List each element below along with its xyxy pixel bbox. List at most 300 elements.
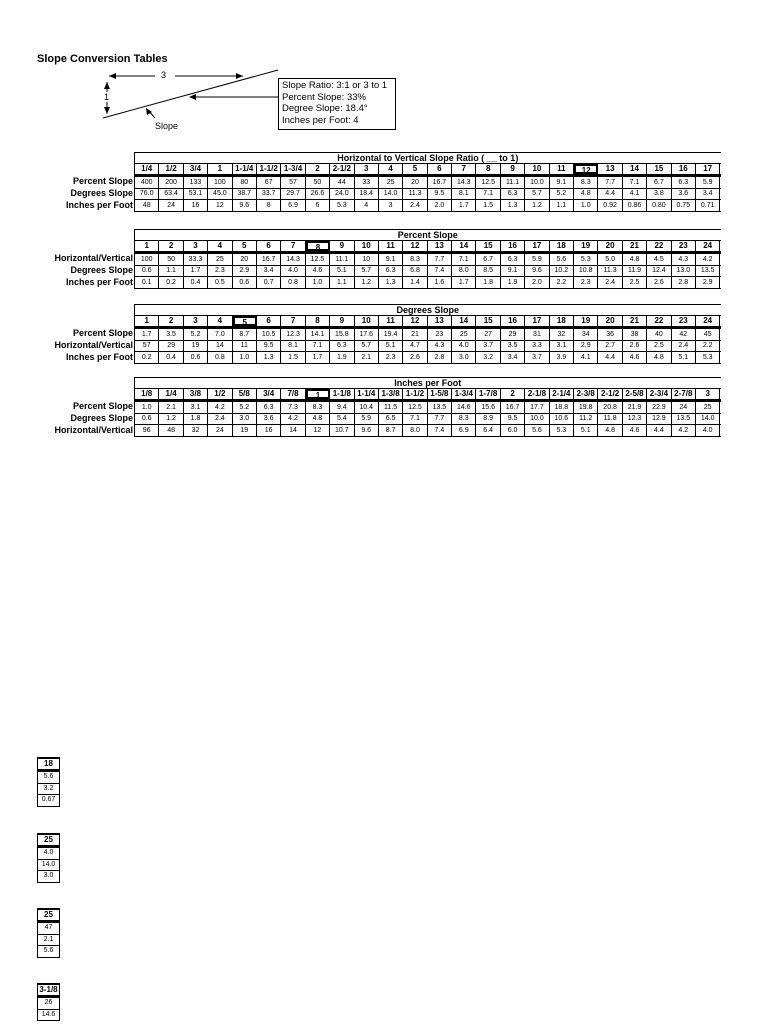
column-header: 10 — [355, 241, 379, 251]
table-cell: 2.6 — [623, 340, 647, 351]
column-header: 4 — [379, 164, 403, 174]
callout-line: Inches per Foot: 4 — [282, 114, 359, 126]
column-header: 1-5/8 — [428, 389, 452, 399]
column-header: 1 — [135, 241, 159, 251]
column-header: 1-1/4 — [233, 164, 257, 174]
table-cell: 2.0 — [525, 277, 549, 288]
column-header: 21 — [623, 241, 647, 251]
column-header: 11 — [379, 316, 403, 326]
table-cell: 12.5 — [306, 254, 330, 265]
mini-table-cell: 26 — [38, 997, 59, 1009]
mini-table — [37, 908, 60, 958]
table-cell: 4.1 — [574, 352, 598, 363]
row-label: Horizontal/Vertical — [54, 425, 133, 435]
column-header: 19 — [574, 316, 598, 326]
column-header: 15 — [476, 316, 500, 326]
table-cell: 14.1 — [306, 329, 330, 340]
table-cell: 4.6 — [306, 265, 330, 276]
table-cell: 6.3 — [257, 402, 281, 413]
column-header: 1-3/4 — [452, 389, 476, 399]
table-cell: 7.1 — [476, 188, 500, 199]
table-cell: 63.4 — [159, 188, 183, 199]
table-row — [134, 413, 721, 425]
column-header: 18 — [550, 241, 574, 251]
table-cell: 0.1 — [135, 277, 159, 288]
mini-table-header: 3-1/8 — [38, 985, 59, 997]
table-row — [134, 188, 721, 200]
column-header: 18 — [550, 316, 574, 326]
table-cell: 25 — [379, 177, 403, 188]
table-cell: 6.3 — [672, 177, 696, 188]
column-header: 4 — [208, 316, 232, 326]
table-cell: 4.0 — [281, 265, 305, 276]
table-cell: 1.7 — [452, 200, 476, 211]
table-cell: 7.1 — [306, 340, 330, 351]
table-cell: 1.0 — [574, 200, 598, 211]
table-cell: 34 — [574, 329, 598, 340]
table-cell: 6.7 — [476, 254, 500, 265]
table-cell: 4.3 — [672, 254, 696, 265]
table-cell: 0.4 — [159, 352, 183, 363]
table-cell: 4.6 — [623, 352, 647, 363]
table-cell: 5.1 — [574, 425, 598, 436]
table-cell: 11 — [233, 340, 257, 351]
table-cell: 7.7 — [428, 254, 452, 265]
row-label: Percent Slope — [72, 328, 133, 338]
table-cell: 2.3 — [379, 352, 403, 363]
table-cell: 0.4 — [184, 277, 208, 288]
table-cell: 2.4 — [403, 200, 427, 211]
column-header: 2-7/8 — [672, 389, 696, 399]
column-header: 21 — [623, 316, 647, 326]
table-header: Degrees Slope — [134, 304, 721, 315]
table-cell: 4.8 — [306, 413, 330, 424]
row-label: Degrees Slope — [70, 265, 133, 275]
column-header: 2-1/4 — [550, 389, 574, 399]
table-cell: 12.9 — [647, 413, 671, 424]
table-cell: 1.3 — [379, 277, 403, 288]
table-cell: 0.71 — [696, 200, 720, 211]
column-header: 23 — [672, 316, 696, 326]
table-cell: 2.6 — [647, 277, 671, 288]
table-cell: 5.3 — [696, 352, 720, 363]
column-header: 14 — [623, 164, 647, 174]
table-cell: 4.2 — [281, 413, 305, 424]
column-header: 1-1/2 — [403, 389, 427, 399]
table-cell: 1.5 — [281, 352, 305, 363]
table-cell: 23 — [428, 329, 452, 340]
mini-table-header: 25 — [38, 910, 59, 922]
table-cell: 8.1 — [452, 188, 476, 199]
column-header: 13 — [428, 241, 452, 251]
table-cell: 6.5 — [379, 413, 403, 424]
table-cell: 3.0 — [233, 413, 257, 424]
column-header: 1-3/8 — [379, 389, 403, 399]
column-header: 8 — [476, 164, 500, 174]
column-header: 1/4 — [159, 389, 183, 399]
table-cell: 1.2 — [525, 200, 549, 211]
table-column-headers — [134, 240, 721, 253]
table-cell: 2.4 — [672, 340, 696, 351]
table-cell: 8.0 — [452, 265, 476, 276]
table-cell: 1.0 — [233, 352, 257, 363]
column-header: 1-3/4 — [281, 164, 305, 174]
column-header: 3 — [184, 316, 208, 326]
column-header: 23 — [672, 241, 696, 251]
table-cell: 12.3 — [623, 413, 647, 424]
table-cell: 14 — [281, 425, 305, 436]
column-header: 9 — [501, 164, 525, 174]
table-cell: 3.7 — [525, 352, 549, 363]
table-cell: 1.8 — [476, 277, 500, 288]
column-header: 1-1/4 — [355, 389, 379, 399]
table-cell: 16 — [184, 200, 208, 211]
table-cell: 21 — [403, 329, 427, 340]
table-cell: 1.2 — [159, 413, 183, 424]
table-row — [134, 425, 721, 437]
column-header: 10 — [525, 164, 549, 174]
table-cell: 1.1 — [550, 200, 574, 211]
table-cell: 9.4 — [330, 402, 354, 413]
table-cell: 16.7 — [428, 177, 452, 188]
table-cell: 2.8 — [428, 352, 452, 363]
table-cell: 42 — [672, 329, 696, 340]
table-cell: 7.1 — [623, 177, 647, 188]
table-cell: 17.7 — [525, 402, 549, 413]
column-header: 5/8 — [233, 389, 257, 399]
table-cell: 2.4 — [208, 413, 232, 424]
table-cell: 2.7 — [598, 340, 622, 351]
table-cell: 4.4 — [598, 188, 622, 199]
table-cell: 50 — [159, 254, 183, 265]
table-cell: 13.5 — [696, 265, 720, 276]
row-label: Inches per Foot — [65, 277, 133, 287]
table-cell: 48 — [135, 200, 159, 211]
table-cell: 50 — [306, 177, 330, 188]
mini-table-cell: 0.67 — [38, 794, 59, 806]
table-cell: 6.4 — [476, 425, 500, 436]
table-cell: 13.5 — [672, 413, 696, 424]
table-cell: 7.3 — [281, 402, 305, 413]
table-cell: 16.7 — [501, 402, 525, 413]
table-cell: 5.1 — [330, 265, 354, 276]
table-cell: 5.1 — [379, 340, 403, 351]
column-header: 2-1/2 — [598, 389, 622, 399]
table-cell: 2.6 — [403, 352, 427, 363]
table-cell: 2.9 — [696, 277, 720, 288]
table-header: Horizontal to Vertical Slope Ratio ( __ to 1) — [134, 152, 721, 163]
table-cell: 9.5 — [428, 188, 452, 199]
slope-callout — [278, 78, 396, 130]
table-cell: 38.7 — [233, 188, 257, 199]
table-cell: 2.1 — [355, 352, 379, 363]
mini-table — [37, 833, 60, 883]
table-cell: 6.3 — [379, 265, 403, 276]
table-cell: 10.6 — [550, 413, 574, 424]
table-cell: 100 — [208, 177, 232, 188]
table-cell: 1.4 — [403, 277, 427, 288]
table-cell: 100 — [135, 254, 159, 265]
row-label: Percent Slope — [72, 401, 133, 411]
table-cell: 0.92 — [598, 200, 622, 211]
table-cell: 8.3 — [403, 254, 427, 265]
table-cell: 6.3 — [501, 188, 525, 199]
table-cell: 0.8 — [208, 352, 232, 363]
table-cell: 96 — [135, 425, 159, 436]
table-cell: 6.0 — [501, 425, 525, 436]
column-header: 7 — [452, 164, 476, 174]
table-cell: 5.6 — [550, 254, 574, 265]
table-cell: 9.6 — [355, 425, 379, 436]
column-header: 1/2 — [208, 389, 232, 399]
table-cell: 4.4 — [647, 425, 671, 436]
table-cell: 1.2 — [355, 277, 379, 288]
column-header: 2-1/8 — [525, 389, 549, 399]
table-cell: 17.6 — [355, 329, 379, 340]
table-cell: 5.9 — [696, 177, 720, 188]
table-cell: 400 — [135, 177, 159, 188]
table-cell: 24 — [159, 200, 183, 211]
table-cell: 2.2 — [696, 340, 720, 351]
table-cell: 21.9 — [623, 402, 647, 413]
column-header: 1/8 — [135, 389, 159, 399]
table-cell: 9.5 — [257, 340, 281, 351]
table-cell: 18.4 — [355, 188, 379, 199]
table-cell: 36 — [598, 329, 622, 340]
table-cell: 3.9 — [550, 352, 574, 363]
table-cell: 3.7 — [476, 340, 500, 351]
column-header: 2-3/8 — [574, 389, 598, 399]
table-cell: 12.4 — [647, 265, 671, 276]
table-cell: 67 — [257, 177, 281, 188]
table-cell: 33.3 — [184, 254, 208, 265]
table-cell: 2.9 — [574, 340, 598, 351]
column-header: 1/2 — [159, 164, 183, 174]
table-cell: 4.1 — [623, 188, 647, 199]
table-cell: 4.2 — [696, 254, 720, 265]
table-cell: 14.0 — [379, 188, 403, 199]
table-cell: 8.3 — [452, 413, 476, 424]
table-cell: 3.6 — [672, 188, 696, 199]
table-cell: 4.0 — [452, 340, 476, 351]
table-cell: 8.7 — [233, 329, 257, 340]
table-cell: 14 — [208, 340, 232, 351]
table-cell: 9.1 — [550, 177, 574, 188]
column-header: 3/8 — [184, 389, 208, 399]
callout-line: Degree Slope: 18.4° — [282, 103, 368, 115]
table-cell: 20.8 — [598, 402, 622, 413]
table-cell: 9.1 — [379, 254, 403, 265]
table-cell: 1.5 — [476, 200, 500, 211]
row-label: Degrees Slope — [70, 413, 133, 423]
column-header: 13 — [598, 164, 622, 174]
column-header: 14 — [452, 241, 476, 251]
table-cell: 1.0 — [135, 402, 159, 413]
table-cell: 48 — [159, 425, 183, 436]
table-cell: 80 — [233, 177, 257, 188]
table-cell: 5.0 — [598, 254, 622, 265]
table-cell: 2.3 — [208, 265, 232, 276]
table-cell: 0.8 — [281, 277, 305, 288]
column-header: 24 — [696, 316, 720, 326]
mini-table-cell: 4.0 — [38, 847, 59, 859]
table-cell: 6 — [306, 200, 330, 211]
column-header: 2-5/8 — [623, 389, 647, 399]
table-cell: 5.7 — [525, 188, 549, 199]
table-cell: 2.5 — [647, 340, 671, 351]
mini-table-cell: 3.2 — [38, 783, 59, 795]
callout-line: Slope Ratio: 3:1 or 3 to 1 — [282, 80, 388, 91]
column-header: 3/4 — [184, 164, 208, 174]
table-cell: 57 — [135, 340, 159, 351]
table-cell: 31 — [525, 329, 549, 340]
table-cell: 13.5 — [428, 402, 452, 413]
table-cell: 24 — [672, 402, 696, 413]
table-cell: 12.5 — [476, 177, 500, 188]
table-cell: 53.1 — [184, 188, 208, 199]
table-row — [134, 265, 721, 277]
column-header: 2 — [306, 164, 330, 174]
table-cell: 14.3 — [452, 177, 476, 188]
table-cell: 29 — [159, 340, 183, 351]
column-header: 15 — [476, 241, 500, 251]
table-cell: 3.1 — [550, 340, 574, 351]
column-header: 11 — [379, 241, 403, 251]
table-cell: 4.8 — [574, 188, 598, 199]
table-cell: 7.1 — [452, 254, 476, 265]
table-cell: 11.2 — [574, 413, 598, 424]
table-cell: 2.0 — [428, 200, 452, 211]
table-column-headers — [134, 163, 721, 176]
table-row — [134, 352, 721, 364]
table-cell: 8.5 — [476, 265, 500, 276]
column-header: 3 — [355, 164, 379, 174]
column-header: 7 — [281, 241, 305, 251]
table-cell: 9.6 — [525, 265, 549, 276]
table-cell: 24 — [208, 425, 232, 436]
table-cell: 0.86 — [623, 200, 647, 211]
table-cell: 3 — [379, 200, 403, 211]
column-header: 2-3/4 — [647, 389, 671, 399]
table-cell: 1.8 — [184, 413, 208, 424]
mini-table — [37, 757, 60, 807]
column-header: 3 — [696, 389, 720, 399]
table-cell: 8.3 — [306, 402, 330, 413]
table-row — [134, 200, 721, 212]
table-cell: 2.5 — [623, 277, 647, 288]
column-header: 17 — [525, 241, 549, 251]
table-cell: 7.4 — [428, 265, 452, 276]
table-cell: 0.75 — [672, 200, 696, 211]
table-cell: 12 — [306, 425, 330, 436]
table-cell: 11.3 — [403, 188, 427, 199]
mini-table-cell: 5.6 — [38, 771, 59, 783]
table-cell: 7.7 — [428, 413, 452, 424]
column-header: 9 — [330, 316, 354, 326]
table-cell: 0.2 — [135, 352, 159, 363]
table-cell: 0.5 — [208, 277, 232, 288]
column-header: 11 — [550, 164, 574, 174]
table-cell: 11.8 — [598, 413, 622, 424]
table-cell: 44 — [330, 177, 354, 188]
column-header: 7 — [281, 316, 305, 326]
table-cell: 9.6 — [233, 200, 257, 211]
table-cell: 5.7 — [355, 265, 379, 276]
table-cell: 7.0 — [208, 329, 232, 340]
table-cell: 6.3 — [501, 254, 525, 265]
table-cell: 1.7 — [452, 277, 476, 288]
table-cell: 5.9 — [355, 413, 379, 424]
table-cell: 3.5 — [159, 329, 183, 340]
table-cell: 3.4 — [696, 188, 720, 199]
table-cell: 3.8 — [647, 188, 671, 199]
table-cell: 2.2 — [550, 277, 574, 288]
column-header: 6 — [428, 164, 452, 174]
column-header: 14 — [452, 316, 476, 326]
row-label: Inches per Foot — [65, 352, 133, 362]
mini-table-header: 18 — [38, 759, 59, 771]
column-header: 15 — [647, 164, 671, 174]
column-header: 8 — [306, 241, 330, 251]
table-cell: 7.1 — [403, 413, 427, 424]
table-cell: 57 — [281, 177, 305, 188]
column-header: 16 — [672, 164, 696, 174]
column-header: 1-1/2 — [257, 164, 281, 174]
table-cell: 3.1 — [184, 402, 208, 413]
table-cell: 25 — [696, 402, 720, 413]
table-cell: 4.5 — [647, 254, 671, 265]
table-cell: 76.0 — [135, 188, 159, 199]
table-cell: 1.7 — [306, 352, 330, 363]
table-cell: 20 — [233, 254, 257, 265]
table-cell: 4.7 — [403, 340, 427, 351]
column-header: 8 — [306, 316, 330, 326]
table-cell: 4 — [355, 200, 379, 211]
column-header: 1 — [208, 164, 232, 174]
table-cell: 33.7 — [257, 188, 281, 199]
table-cell: 5.3 — [330, 200, 354, 211]
column-header: 22 — [647, 316, 671, 326]
table-cell: 14.6 — [452, 402, 476, 413]
table-cell: 3.5 — [501, 340, 525, 351]
table-cell: 14.3 — [281, 254, 305, 265]
column-header: 1 — [135, 316, 159, 326]
table-cell: 6.8 — [403, 265, 427, 276]
table-cell: 19 — [184, 340, 208, 351]
table-cell: 20 — [403, 177, 427, 188]
table-cell: 10.0 — [525, 177, 549, 188]
row-label: Percent Slope — [72, 176, 133, 186]
table-cell: 15.6 — [476, 402, 500, 413]
table-cell: 11.3 — [598, 265, 622, 276]
table-header: Inches per Foot — [134, 377, 721, 388]
table-cell: 22.9 — [647, 402, 671, 413]
column-header: 13 — [428, 316, 452, 326]
table-cell: 27 — [476, 329, 500, 340]
table-cell: 45.0 — [208, 188, 232, 199]
table-cell: 6.3 — [330, 340, 354, 351]
table-cell: 8.1 — [281, 340, 305, 351]
table-cell: 9.5 — [501, 413, 525, 424]
table-cell: 0.7 — [257, 277, 281, 288]
table-cell: 10.0 — [525, 413, 549, 424]
vertical-label: 1 — [104, 92, 110, 102]
table-cell: 3.0 — [452, 352, 476, 363]
table-cell: 18.8 — [550, 402, 574, 413]
table-cell: 5.7 — [355, 340, 379, 351]
table-cell: 5.9 — [525, 254, 549, 265]
column-header: 2 — [501, 389, 525, 399]
